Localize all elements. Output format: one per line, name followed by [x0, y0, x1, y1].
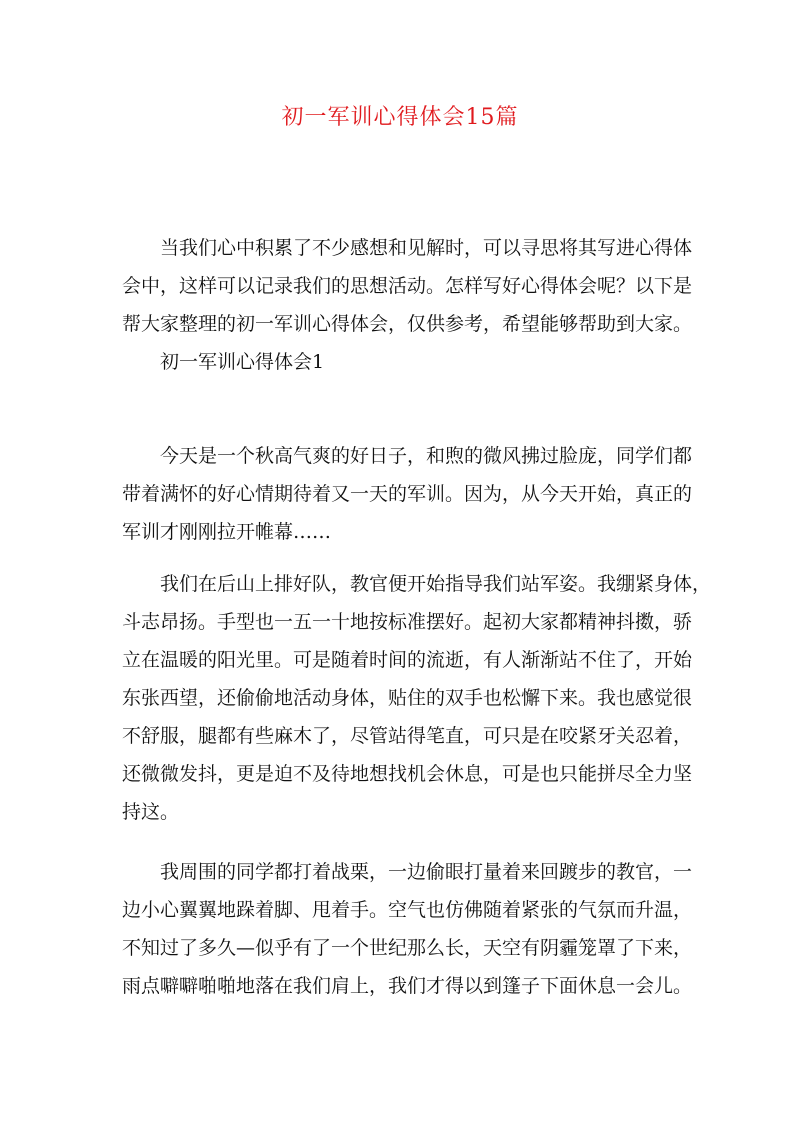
paragraph-line: 我们在后山上排好队，教官便开始指导我们站军姿。我绷紧身体， — [160, 573, 712, 595]
paragraph-line: 不舒服，腿都有些麻木了，尽管站得笔直，可只是在咬紧牙关忍着， — [122, 725, 693, 747]
paragraph-line: 斗志昂扬。手型也一五一十地按标准摆好。起初大家都精神抖擞，骄 — [122, 611, 693, 633]
intro-line: 帮大家整理的初一军训心得体会，仅供参考，希望能够帮助到大家。 — [122, 313, 693, 335]
paragraph-line: 东张西望，还偷偷地活动身体，贴住的双手也松懈下来。我也感觉很 — [122, 687, 693, 709]
paragraph-line: 雨点噼噼啪啪地落在我们肩上，我们才得以到篷子下面休息一会儿。 — [122, 975, 693, 997]
paragraph-line: 不知过了多久—似乎有了一个世纪那么长，天空有阴霾笼罩了下来， — [122, 937, 693, 959]
paragraph-line: 立在温暖的阳光里。可是随着时间的流逝，有人渐渐站不住了，开始 — [122, 649, 693, 671]
paragraph-1 — [122, 437, 693, 551]
intro-line: 当我们心中积累了不少感想和见解时，可以寻思将其写进心得体 — [160, 237, 693, 259]
paragraph-line: 带着满怀的好心情期待着又一天的军训。因为，从今天开始，真正的 — [122, 483, 693, 505]
intro-line: 会中，这样可以记录我们的思想活动。怎样写好心得体会呢？以下是 — [122, 275, 693, 297]
paragraph-line: 军训才刚刚拉开帷幕…… — [122, 521, 332, 543]
document-title: 初一军训心得体会15篇 — [281, 105, 519, 130]
paragraph-line: 持这。 — [122, 801, 180, 823]
intro-paragraph — [122, 229, 693, 381]
paragraph-2 — [122, 565, 712, 831]
paragraph-line: 今天是一个秋高气爽的好日子，和煦的微风拂过脸庞，同学们都 — [160, 445, 693, 467]
paragraph-line: 还微微发抖，更是迫不及待地想找机会休息，可是也只能拼尽全力坚 — [122, 763, 693, 785]
paragraph-3 — [122, 853, 693, 1005]
section-heading: 初一军训心得体会1 — [160, 351, 325, 373]
paragraph-line: 我周围的同学都打着战栗，一边偷眼打量着来回踱步的教官，一 — [160, 861, 693, 883]
paragraph-line: 边小心翼翼地跺着脚、甩着手。空气也仿佛随着紧张的气氛而升温， — [122, 899, 693, 921]
